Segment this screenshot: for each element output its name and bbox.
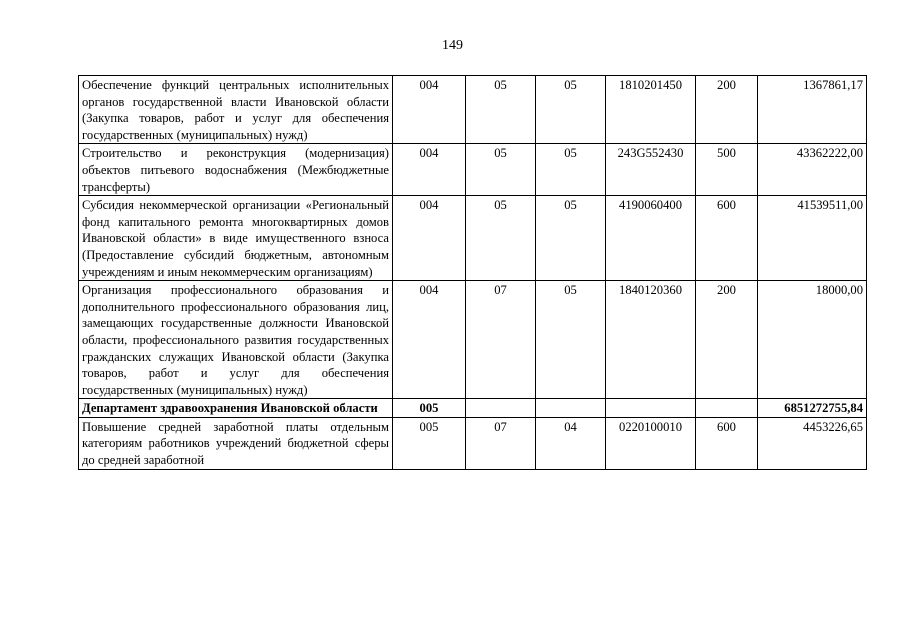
target-article-cell: 1840120360 xyxy=(606,281,696,399)
subsection-code-cell: 05 xyxy=(536,196,606,281)
subsection-code-cell: 05 xyxy=(536,144,606,196)
ministry-code-cell: 005 xyxy=(393,417,466,469)
table-row xyxy=(79,196,867,281)
subsection-code-cell: 05 xyxy=(536,76,606,144)
ministry-code-cell: 004 xyxy=(393,196,466,281)
ministry-code-cell: 004 xyxy=(393,76,466,144)
ministry-code-cell: 004 xyxy=(393,144,466,196)
amount-cell: 18000,00 xyxy=(758,281,867,399)
amount-cell: 43362222,00 xyxy=(758,144,867,196)
page-number: 149 xyxy=(442,38,463,53)
expense-type-cell: 600 xyxy=(696,417,758,469)
subsection-code-cell: 04 xyxy=(536,417,606,469)
target-article-cell: 1810201450 xyxy=(606,76,696,144)
row-name-cell: Организация профессионального образования и дополнительного профессионального образования лиц, замещающих государственные должности Ивановской области, профессионального развития государственных гражданских служащих Ивановской области (Закупка товаров, работ и услуг для обеспечения государственных (муниципальных) нужд) xyxy=(79,281,393,399)
expense-type-cell: 600 xyxy=(696,196,758,281)
section-code-cell: 07 xyxy=(466,417,536,469)
section-code-cell: 07 xyxy=(466,281,536,399)
table-row xyxy=(79,144,867,196)
row-name-cell: Субсидия некоммерческой организации «Региональный фонд капитального ремонта многоквартирных домов Ивановской области» в виде имущественного взноса (Предоставление субсидий бюджетным, автономным учреждениям и иным некоммерческим организациям) xyxy=(79,196,393,281)
row-name-cell: Департамент здравоохранения Ивановской области xyxy=(79,399,393,418)
subsection-code-cell: 05 xyxy=(536,281,606,399)
table-row xyxy=(79,76,867,144)
ministry-code-cell: 004 xyxy=(393,281,466,399)
target-article-cell: 4190060400 xyxy=(606,196,696,281)
table-row xyxy=(79,281,867,399)
expense-type-cell: 500 xyxy=(696,144,758,196)
section-code-cell: 05 xyxy=(466,196,536,281)
row-name-cell: Обеспечение функций центральных исполнительных органов государственной власти Ивановской области (Закупка товаров, работ и услуг для обеспечения государственных (муниципальных) нужд) xyxy=(79,76,393,144)
target-article-cell: 243G552430 xyxy=(606,144,696,196)
ministry-code-cell: 005 xyxy=(393,399,466,418)
target-article-cell: 0220100010 xyxy=(606,417,696,469)
table-row xyxy=(79,399,867,418)
table-row xyxy=(79,417,867,469)
amount-cell: 1367861,17 xyxy=(758,76,867,144)
expense-type-cell: 200 xyxy=(696,281,758,399)
section-code-cell: 05 xyxy=(466,144,536,196)
subsection-code-cell xyxy=(536,399,606,418)
budget-table xyxy=(78,75,867,470)
row-name-cell: Повышение средней заработной платы отдельным категориям работников учреждений бюджетной сферы до средней заработной xyxy=(79,417,393,469)
section-code-cell xyxy=(466,399,536,418)
expense-type-cell xyxy=(696,399,758,418)
amount-cell: 41539511,00 xyxy=(758,196,867,281)
row-name-cell: Строительство и реконструкция (модернизация) объектов питьевого водоснабжения (Межбюджетные трансферты) xyxy=(79,144,393,196)
amount-cell: 6851272755,84 xyxy=(758,399,867,418)
target-article-cell xyxy=(606,399,696,418)
expense-type-cell: 200 xyxy=(696,76,758,144)
section-code-cell: 05 xyxy=(466,76,536,144)
amount-cell: 4453226,65 xyxy=(758,417,867,469)
